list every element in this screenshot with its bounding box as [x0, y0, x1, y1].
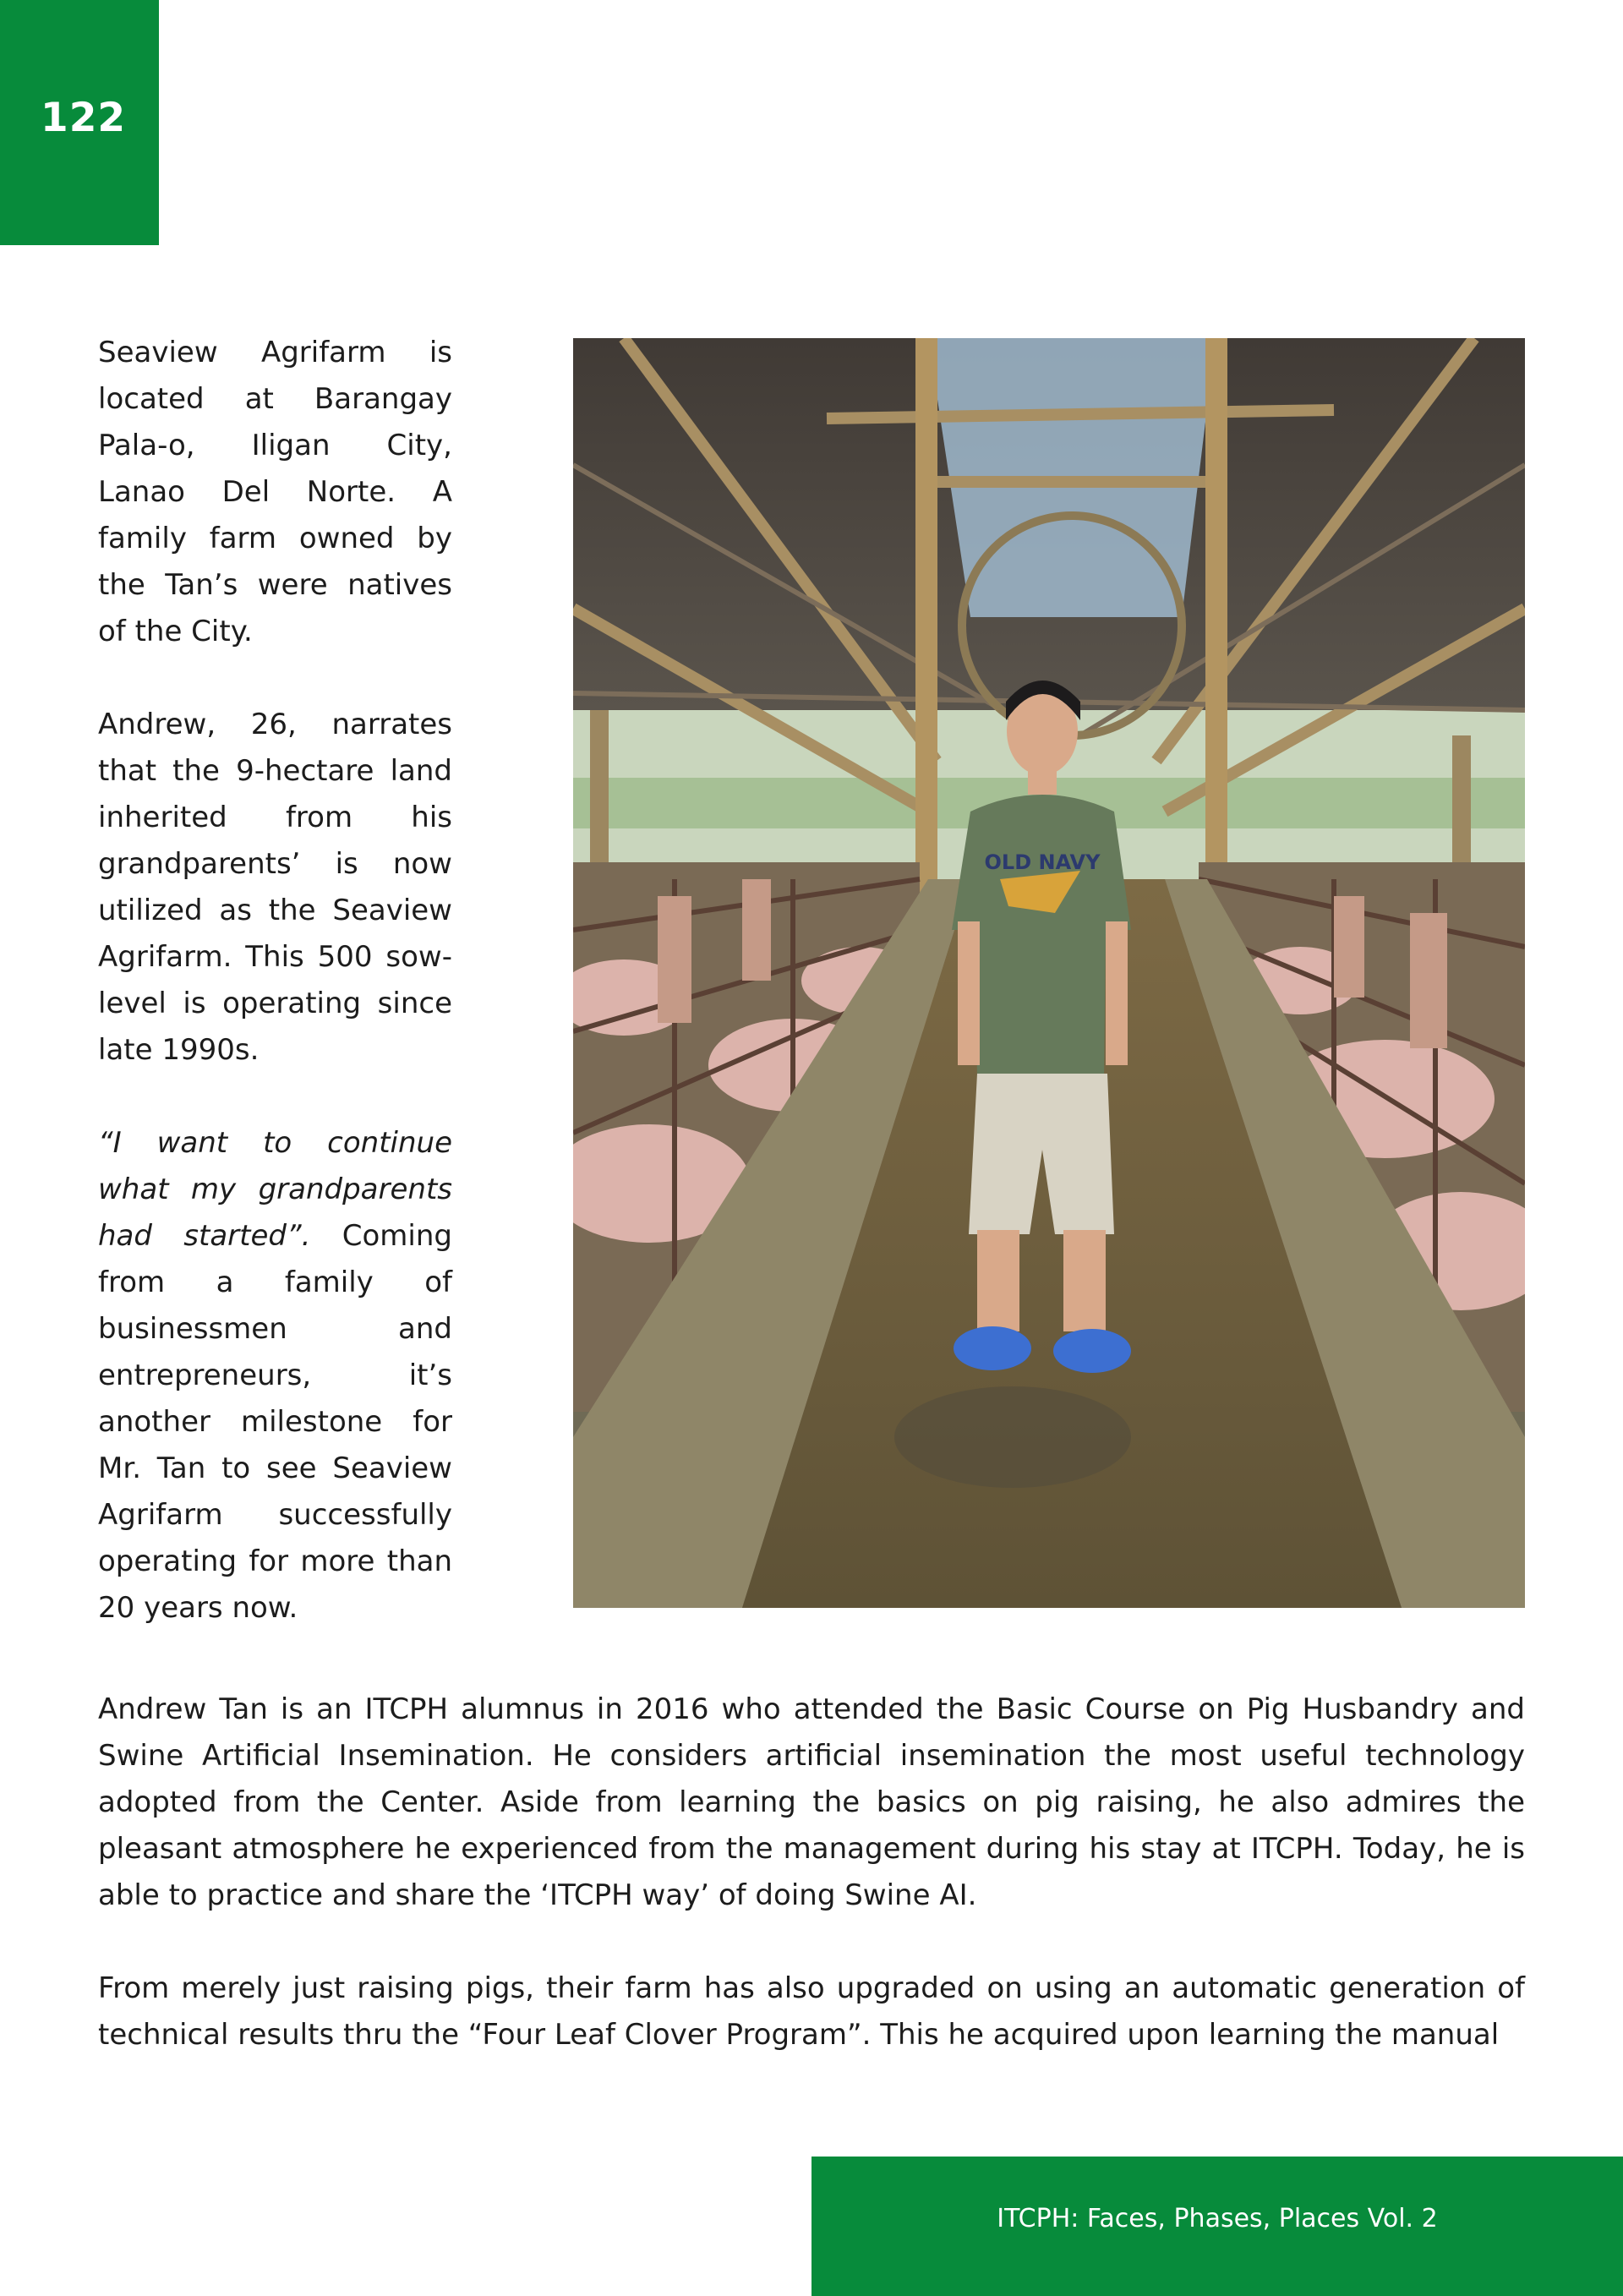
footer-band	[812, 2157, 1623, 2296]
footer-publication-title: ITCPH: Faces, Phases, Places Vol. 2	[997, 2204, 1438, 2233]
farm-photo	[573, 338, 1525, 1608]
upgrade-paragraph: From merely just raising pigs, their farm has also upgraded on using an automatic generation of technical results thru the “Four Leaf Clover Program”. This he acquired upon learning the manual	[98, 1971, 1525, 2052]
main-body-text	[98, 1686, 1525, 2105]
farm-photo-illustration	[573, 338, 1525, 1608]
quote-paragraph	[98, 1120, 452, 1632]
page-number-tab	[0, 0, 159, 245]
andrew-paragraph: Andrew, 26, narrates that the 9-hectare land inherited from his grandparents’ is now utilized as the Seaview Agrifarm. This 500 sow-level is operating since late 1990s.	[98, 708, 452, 1067]
intro-paragraph: Seaview Agrifarm is located at Barangay Pala-o, Iligan City, Lanao Del Norte. A family farm owned by the Tan’s were natives of the City.	[98, 336, 452, 648]
quote-text: “I want to continue what my grandparents had started”.	[98, 1126, 452, 1253]
shirt-logo-text: OLD NAVY	[984, 850, 1101, 874]
alumnus-paragraph: Andrew Tan is an ITCPH alumnus in 2016 who attended the Basic Course on Pig Husbandry and Swine Artificial Insemination. He considers artificial insemination the most useful technology adopted from the Center. Aside from learning the basics on pig raising, he also admires the pleasant atmosphere he experienced from the management during his stay at ITCPH. Today, he is able to practice and share the ‘ITCPH way’ of doing Swine AI.	[98, 1692, 1525, 1912]
page-number: 122	[41, 95, 127, 141]
quote-continuation: Coming from a family of businessmen and entrepreneurs, it’s another milestone for Mr. Tan to see Seaview Agrifarm successfully operating for more than 20 years now.	[98, 1219, 452, 1625]
side-column-text	[98, 330, 452, 1678]
